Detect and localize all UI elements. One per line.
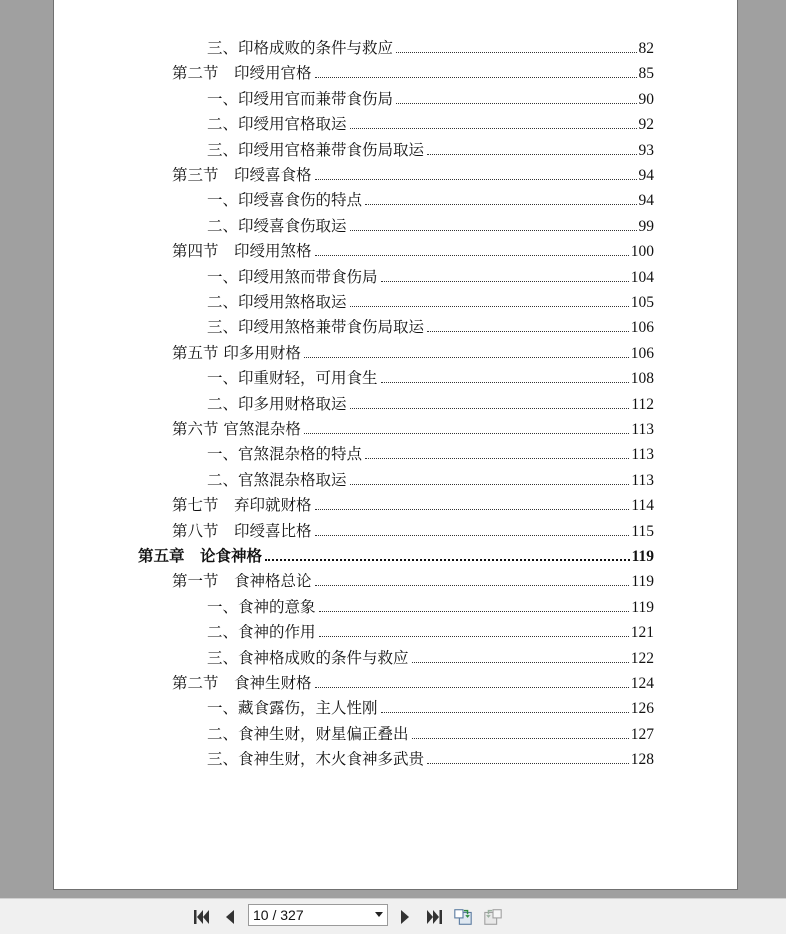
toc-dot-leader: [427, 763, 629, 764]
toc-subsection-entry[interactable]: [207, 36, 654, 58]
toc-dot-leader: [304, 357, 629, 358]
toc-entry-title: 第四节 印绶用煞格: [172, 242, 312, 261]
toc-entry-title: 第二节 印绶用官格: [172, 64, 312, 83]
toc-entry-title: 二、印绶用煞格取运: [207, 293, 347, 311]
toc-page-number: 113: [631, 446, 654, 464]
toc-page-number: 90: [638, 90, 654, 108]
toc-dot-leader: [350, 128, 637, 129]
toc-entry-title: 第五章 论食神格: [138, 546, 263, 565]
toc-page-number: 119: [631, 598, 654, 616]
toc-page-number: 113: [631, 471, 654, 489]
toc-entry-title: 一、印绶用煞而带食伤局: [207, 267, 378, 286]
last-page-icon: [424, 907, 444, 927]
toc-section-entry[interactable]: [172, 493, 654, 515]
toc-page-number: 124: [630, 675, 654, 692]
toc-page-number: 106: [630, 319, 654, 337]
toc-page-number: 112: [631, 395, 654, 413]
toc-dot-leader: [412, 662, 629, 663]
document-page: [53, 0, 738, 890]
toc-dot-leader: [412, 738, 629, 739]
toc-subsection-entry[interactable]: [207, 722, 654, 744]
chevron-down-icon: [375, 912, 383, 917]
toc-page-number: 99: [638, 217, 654, 235]
previous-page-icon: [220, 907, 240, 927]
toc-page-number: 122: [630, 649, 654, 667]
toc-page-number: 94: [638, 167, 654, 184]
toc-section-entry[interactable]: [172, 61, 654, 83]
toc-section-entry[interactable]: [172, 671, 654, 693]
toc-subsection-entry[interactable]: [207, 290, 654, 312]
toc-dot-leader: [427, 331, 629, 332]
toc-entry-title: 第六节 官煞混杂格: [172, 420, 301, 438]
toc-page-number: 113: [631, 421, 654, 438]
toc-page-number: 106: [630, 344, 654, 362]
toc-chapter-entry[interactable]: [138, 544, 654, 566]
last-page-button[interactable]: [424, 907, 444, 927]
rotate-counterclockwise-button[interactable]: [453, 907, 473, 927]
toc-entry-title: 第五节 印多用财格: [172, 343, 301, 362]
toc-subsection-entry[interactable]: [207, 392, 654, 414]
first-page-icon: [192, 907, 212, 927]
toc-entry-title: 二、印多用财格取运: [207, 394, 347, 413]
toc-subsection-entry[interactable]: [207, 265, 654, 287]
toc-dot-leader: [427, 154, 636, 155]
toc-section-entry[interactable]: [172, 341, 654, 363]
toc-dot-leader: [315, 509, 630, 510]
toc-dot-leader: [315, 179, 637, 180]
page-number-select[interactable]: [248, 904, 388, 926]
toc-subsection-entry[interactable]: [207, 87, 654, 109]
toc-dot-leader: [265, 559, 630, 561]
toc-dot-leader: [350, 230, 637, 231]
toc-section-entry[interactable]: [172, 569, 654, 591]
toc-dot-leader: [350, 306, 629, 307]
page-indicator: 10 / 327: [253, 907, 304, 923]
toc-dot-leader: [396, 103, 636, 104]
toc-dot-leader: [365, 204, 636, 205]
toc-dot-leader: [315, 255, 629, 256]
toc-section-entry[interactable]: [172, 163, 654, 185]
navigation-toolbar: [0, 898, 786, 934]
toc-dot-leader: [350, 408, 630, 409]
toc-dot-leader: [304, 433, 629, 434]
toc-page-number: 100: [630, 243, 654, 261]
toc-page-number: 114: [631, 497, 654, 515]
toc-subsection-entry[interactable]: [207, 138, 654, 160]
toc-page-number: 119: [631, 548, 654, 565]
toc-subsection-entry[interactable]: [207, 595, 654, 617]
toc-section-entry[interactable]: [172, 417, 654, 439]
toc-entry-title: 一、食神的意象: [207, 597, 316, 616]
toc-entry-title: 二、食神生财，财星偏正叠出: [207, 724, 409, 743]
toc-entry-title: 三、食神生财，木火食神多武贵: [207, 750, 425, 769]
toc-subsection-entry[interactable]: [207, 620, 654, 642]
previous-page-button[interactable]: [220, 907, 240, 927]
toc-entry-title: 三、印格成败的条件与救应: [207, 39, 394, 57]
toc-dot-leader: [319, 636, 629, 637]
toc-entry-title: 二、官煞混杂格取运: [207, 470, 347, 489]
toc-page-number: 104: [630, 268, 654, 286]
toc-dot-leader: [365, 458, 629, 459]
toc-page-number: 82: [638, 40, 654, 57]
toc-dot-leader: [381, 712, 629, 713]
toc-entry-title: 二、食神的作用: [207, 623, 316, 642]
toc-subsection-entry[interactable]: [207, 646, 654, 668]
toc-subsection-entry[interactable]: [207, 696, 654, 718]
toc-dot-leader: [381, 281, 629, 282]
toc-entry-title: 一、官煞混杂格的特点: [207, 445, 363, 464]
toc-subsection-entry[interactable]: [207, 214, 654, 236]
toc-dot-leader: [319, 611, 630, 612]
next-page-button[interactable]: [395, 907, 415, 927]
toc-page-number: 126: [630, 700, 654, 718]
toc-page-number: 93: [638, 141, 654, 159]
toc-section-entry[interactable]: [172, 239, 654, 261]
toc-entry-title: 第二节 食神生财格: [172, 674, 312, 692]
toc-dot-leader: [396, 52, 636, 53]
toc-dot-leader: [381, 382, 629, 383]
toc-dot-leader: [315, 77, 637, 78]
toc-page-number: 94: [638, 192, 654, 210]
toc-page-number: 115: [631, 522, 654, 540]
toc-subsection-entry[interactable]: [207, 468, 654, 490]
rotate-counterclockwise-icon: [453, 907, 473, 927]
toc-subsection-entry[interactable]: [207, 366, 654, 388]
toc-page-number: 85: [638, 65, 654, 83]
toc-subsection-entry[interactable]: [207, 315, 654, 337]
toc-page-number: 108: [630, 370, 654, 388]
toc-entry-title: 一、印绶喜食伤的特点: [207, 191, 363, 210]
toc-dot-leader: [350, 484, 630, 485]
toc-entry-title: 第七节 弃印就财格: [172, 496, 312, 515]
toc-entry-title: 一、印绶用官而兼带食伤局: [207, 89, 394, 108]
toc-page-number: 127: [630, 725, 654, 743]
next-page-icon: [395, 907, 415, 927]
toc-entry-title: 第一节 食神格总论: [172, 572, 312, 591]
toc-entry-title: 第三节 印绶喜食格: [172, 166, 312, 184]
toc-entry-title: 三、印绶用煞格兼带食伤局取运: [207, 318, 425, 337]
toc-entry-title: 一、藏食露伤，主人性刚: [207, 699, 378, 718]
toc-dot-leader: [315, 687, 629, 688]
toc-entry-title: 二、印绶用官格取运: [207, 115, 347, 134]
toc-entry-title: 二、印绶喜食伤取运: [207, 216, 347, 235]
toc-page-number: 105: [630, 294, 654, 311]
toc-page-number: 128: [630, 751, 654, 769]
toc-subsection-entry[interactable]: [207, 747, 654, 769]
toc-subsection-entry[interactable]: [207, 442, 654, 464]
toc-dot-leader: [315, 535, 630, 536]
toc-subsection-entry[interactable]: [207, 112, 654, 134]
toc-entry-title: 一、印重财轻，可用食生: [207, 369, 378, 388]
toc-dot-leader: [315, 585, 630, 586]
toc-subsection-entry[interactable]: [207, 188, 654, 210]
rotate-clockwise-icon: [483, 907, 503, 927]
toc-page-number: 92: [638, 116, 654, 134]
toc-entry-title: 三、印绶用官格兼带食伤局取运: [207, 140, 425, 159]
toc-section-entry[interactable]: [172, 519, 654, 541]
first-page-button[interactable]: [192, 907, 212, 927]
rotate-clockwise-button[interactable]: [483, 907, 503, 927]
toc-page-number: 119: [631, 573, 654, 591]
toc-page-number: 121: [630, 624, 654, 642]
toc-entry-title: 三、食神格成败的条件与救应: [207, 648, 409, 667]
toc-entry-title: 第八节 印绶喜比格: [172, 521, 312, 540]
